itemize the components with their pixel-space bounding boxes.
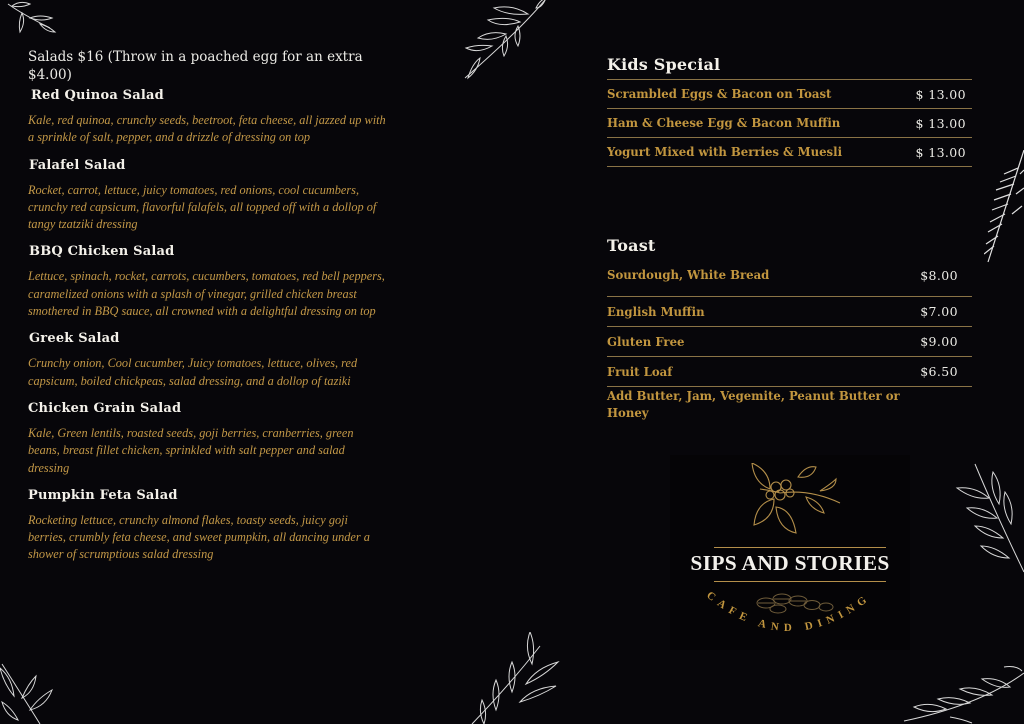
salad-description: Rocketing lettuce, crunchy almond flakes, toasty seeds, juicy goji berries, crumbly feta cheese, and sweet pumpkin, all dancing under a shower of scrumptious salad dressing <box>28 512 370 562</box>
item-name: Gluten Free <box>607 334 685 349</box>
menu-row <box>607 137 972 167</box>
salad-item <box>28 401 388 477</box>
item-price: $ 13.00 <box>915 86 966 102</box>
toast-section <box>607 236 972 422</box>
salad-description: Lettuce, spinach, rocket, carrots, cucumbers, tomatoes, red bell peppers, caramelized onions with a splash of vinegar, grilled chicken breast smothered in BBQ sauce, all crowned with a delightful dressing on top <box>28 269 385 319</box>
leaf-branch-icon <box>955 462 1024 582</box>
item-name: Fruit Loaf <box>607 364 673 379</box>
salad-title: Falafel Salad <box>29 157 126 173</box>
coffee-branch-icon <box>740 463 850 549</box>
salad-description: Kale, Green lentils, roasted seeds, goji berries, cranberries, green beans, breast fillet chicken, sprinkled with salt pepper and salad dressing <box>28 425 354 475</box>
leaf-branch-icon <box>900 665 1024 724</box>
salad-item <box>28 488 388 564</box>
section-title: Kids Special <box>607 55 721 74</box>
salad-title: BBQ Chicken Salad <box>29 244 175 260</box>
salad-description: Kale, red quinoa, crunchy seeds, beetroot, feta cheese, all jazzed up with a sprinkle of salt, pepper, and a drizzle of dressing on top <box>28 113 386 145</box>
item-price: $6.50 <box>920 364 958 379</box>
leaf-branch-icon <box>0 0 70 42</box>
item-price: $9.00 <box>920 334 958 349</box>
item-name: Yogurt Mixed with Berries & Muesli <box>607 145 843 159</box>
salad-item <box>28 331 388 390</box>
leaf-branch-icon <box>450 0 550 82</box>
logo-tagline <box>670 573 910 653</box>
salad-title: Greek Salad <box>29 331 120 347</box>
salad-title: Pumpkin Feta Salad <box>28 487 178 503</box>
menu-row <box>607 357 972 387</box>
section-title: Toast <box>607 236 656 255</box>
menu-row <box>607 79 972 108</box>
menu-row <box>607 297 972 327</box>
salads-intro: Salads $16 (Throw in a poached egg for an extra $4.00) <box>28 49 363 83</box>
svg-text:CAFE AND DINING: CAFE AND DINING <box>704 589 874 635</box>
salad-item <box>28 244 388 320</box>
logo-name: SIPS AND STORIES <box>690 551 890 575</box>
salads-section <box>28 48 388 575</box>
leaf-branch-icon <box>462 632 562 724</box>
salad-title: Chicken Grain Salad <box>28 400 182 416</box>
item-price: $8.00 <box>920 268 958 283</box>
item-name: Sourdough, White Bread <box>607 268 770 282</box>
toast-addon-note: Add Butter, Jam, Vegemite, Peanut Butter or Honey <box>607 389 900 420</box>
salad-item <box>28 88 388 147</box>
kids-special-section <box>607 55 972 167</box>
menu-row <box>607 268 972 297</box>
item-name: English Muffin <box>607 304 705 319</box>
item-name: Ham & Cheese Egg & Bacon Muffin <box>607 116 841 130</box>
item-price: $ 13.00 <box>915 115 966 131</box>
cafe-logo <box>670 455 910 650</box>
item-price: $ 13.00 <box>915 144 966 160</box>
salad-title: Red Quinoa Salad <box>31 88 164 103</box>
item-name: Scrambled Eggs & Bacon on Toast <box>607 87 832 101</box>
leaf-branch-icon <box>0 662 62 724</box>
menu-row <box>607 327 972 357</box>
divider <box>714 547 886 548</box>
menu-row <box>607 108 972 137</box>
leaf-branch-icon <box>984 150 1024 265</box>
salad-description: Crunchy onion, Cool cucumber, Juicy tomatoes, lettuce, olives, red capsicum, boiled chickpeas, salad dressing, and a dollop of taziki <box>28 356 358 388</box>
item-price: $7.00 <box>920 304 958 319</box>
salad-description: Rocket, carrot, lettuce, juicy tomatoes, red onions, cool cucumbers, crunchy red capsicum, flavorful falafels, all topped off with a dollop of tangy tzatziki dressing <box>28 182 377 232</box>
salad-item <box>28 158 388 234</box>
